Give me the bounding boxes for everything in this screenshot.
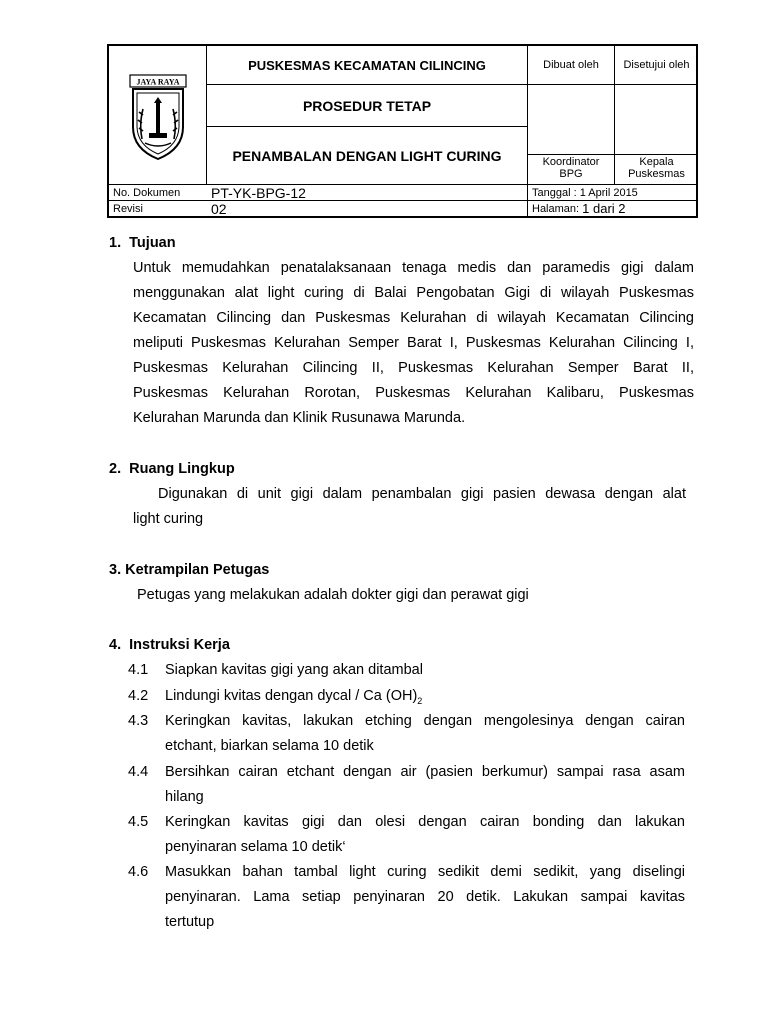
page-indicator: Halaman: 1 dari 2 bbox=[532, 201, 626, 216]
approved-by-role: Kepala Puskesmas bbox=[628, 156, 685, 180]
instruction-number: 4.3 bbox=[128, 713, 149, 729]
document-type: PROSEDUR TETAP bbox=[302, 97, 432, 114]
revision-label: Revisi bbox=[113, 202, 143, 215]
institution-name: PUSKESMAS KECAMATAN CILINCING bbox=[248, 57, 486, 73]
doc-number-value: PT-YK-BPG-12 bbox=[211, 184, 306, 201]
made-by-role: Koordinator BPG bbox=[542, 156, 600, 180]
doc-date: Tanggal : 1 April 2015 bbox=[532, 186, 638, 199]
doc-number-label: No. Dokumen bbox=[113, 186, 181, 199]
made-by-label: Dibuat oleh bbox=[543, 59, 599, 71]
section-1-body: Untuk memudahkan penatalaksanaan tenaga medis dan paramedis gigi dalam menggunakan alat light curing di Balai Pengobatan Gigi di wilayah Puskesmas Kecamatan Cilincing dan Puskesmas Kelurahan di wilayah Kecamatan Cilincing meliputi Puskesmas Kelurahan Semper Barat I, Puskesmas Kelurahan Cilincing I, Puskesmas Kelurahan Cilincing II, Puskesmas Kelurahan Semper Barat II, Puskesmas Kelurahan Rorotan, Puskesmas Kelurahan Kalibaru, Puskesmas Kelurahan Marunda dan Klinik Rusunawa Marunda. bbox=[133, 260, 694, 426]
section-2-heading: 2. Ruang Lingkup bbox=[109, 461, 235, 477]
section-1-heading: 1. Tujuan bbox=[109, 235, 176, 251]
section-3-heading: 3. Ketrampilan Petugas bbox=[109, 562, 270, 578]
instruction-number: 4.6 bbox=[128, 864, 149, 880]
logo-banner-text: JAYA RAYA bbox=[136, 77, 180, 87]
jaya-raya-logo bbox=[109, 46, 207, 184]
section-4-heading: 4. Instruksi Kerja bbox=[109, 637, 230, 653]
instruction-number: 4.4 bbox=[128, 764, 149, 780]
instruction-item: Bersihkan cairan etchant dengan air (pasien berkumur) sampai rasa asam hilang bbox=[165, 764, 685, 805]
instruction-item: Siapkan kavitas gigi yang akan ditambal bbox=[165, 662, 423, 678]
instruction-item: Lindungi kvitas dengan dycal / Ca $(OH)_2$ bbox=[165, 688, 423, 706]
instruction-item: Masukkan bahan tambal light curing sedikit demi sedikit, yang diselingi penyinaran. Lama setiap penyinaran 20 detik. Lakukan sampai kavitas tertutup bbox=[165, 864, 685, 930]
instruction-item: Keringkan kavitas gigi dan olesi dengan cairan bonding dan lakukan penyinaran selama 10 detik‘ bbox=[165, 814, 685, 855]
instruction-number: 4.5 bbox=[128, 814, 149, 830]
approved-by-label: Disetujui oleh bbox=[623, 59, 690, 71]
procedure-title: PENAMBALAN DENGAN LIGHT CURING bbox=[232, 147, 502, 164]
instruction-item: Keringkan kavitas, lakukan etching dengan mengolesinya dengan cairan etchant, biarkan selama 10 detik bbox=[165, 713, 685, 754]
section-2-body: Digunakan di unit gigi dalam penambalan gigi pasien dewasa dengan alat light curing bbox=[133, 486, 686, 527]
document-header-table bbox=[107, 44, 698, 218]
instruction-number: 4.1 bbox=[128, 662, 149, 678]
revision-value: 02 bbox=[211, 200, 227, 217]
section-3-body: Petugas yang melakukan adalah dokter gigi dan perawat gigi bbox=[137, 587, 529, 603]
instruction-number: 4.2 bbox=[128, 688, 149, 704]
